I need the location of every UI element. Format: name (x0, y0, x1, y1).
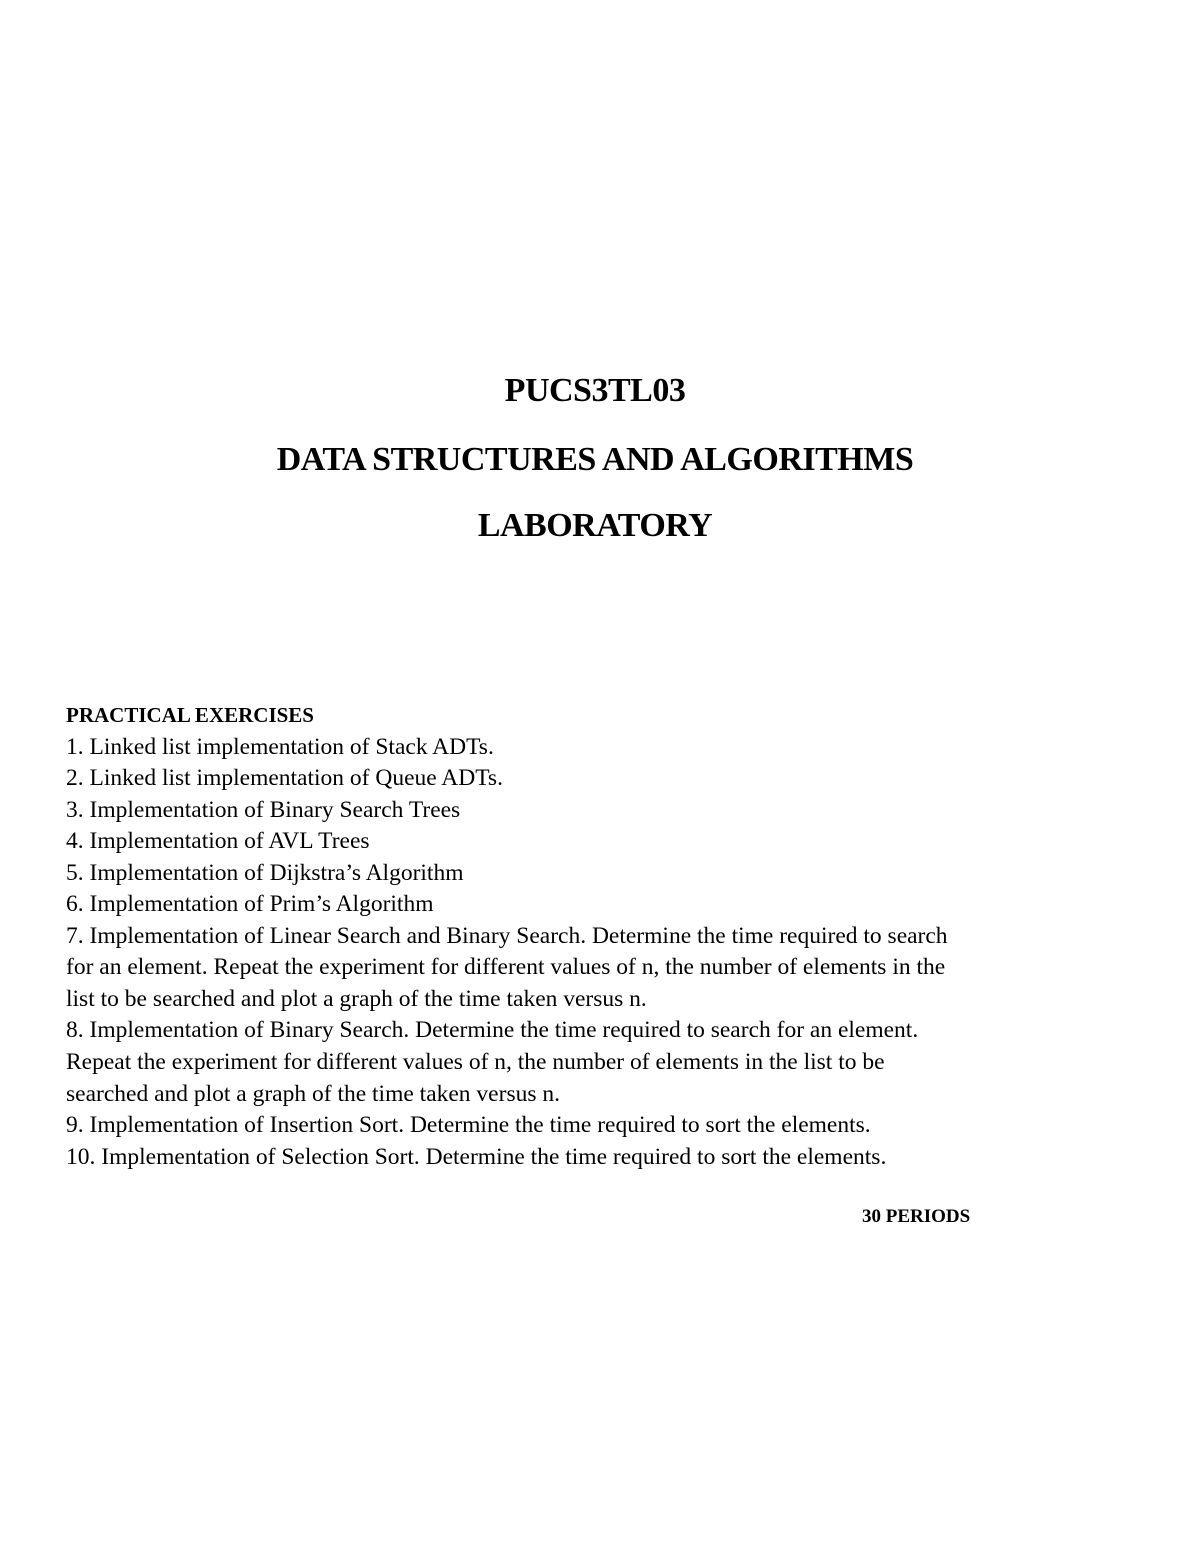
exercise-line: searched and plot a graph of the time taken versus n. (66, 1080, 560, 1107)
total-periods: 30 PERIODS (862, 1206, 971, 1227)
exercise-line: for an element. Repeat the experiment for different values of n, the number of elements in the (66, 954, 946, 981)
course-subtitle: LABORATORY (477, 507, 713, 544)
course-code: PUCS3TL03 (504, 372, 686, 409)
exercise-line: 10. Implementation of Selection Sort. Determine the time required to sort the elements. (66, 1143, 887, 1170)
exercise-line: 2. Linked list implementation of Queue ADTs. (66, 765, 503, 792)
exercise-line: 1. Linked list implementation of Stack ADTs. (66, 733, 494, 760)
exercise-line: 6. Implementation of Prim’s Algorithm (66, 891, 434, 918)
course-title: DATA STRUCTURES AND ALGORITHMS (276, 441, 914, 478)
exercise-line: 9. Implementation of Insertion Sort. Determine the time required to sort the elements. (66, 1112, 871, 1139)
exercises-heading: PRACTICAL EXERCISES (66, 703, 314, 727)
exercise-line: 8. Implementation of Binary Search. Determine the time required to search for an element. (66, 1017, 919, 1044)
exercise-line: Repeat the experiment for different values of n, the number of elements in the list to be (66, 1049, 885, 1076)
exercise-line: 7. Implementation of Linear Search and Binary Search. Determine the time required to search (66, 922, 948, 949)
exercise-line: 3. Implementation of Binary Search Trees (66, 796, 461, 823)
exercise-line: 4. Implementation of AVL Trees (66, 828, 370, 855)
exercise-line: 5. Implementation of Dijkstra’s Algorithm (66, 859, 464, 886)
exercise-line: list to be searched and plot a graph of the time taken versus n. (66, 985, 647, 1012)
exercises-section (66, 700, 948, 1173)
